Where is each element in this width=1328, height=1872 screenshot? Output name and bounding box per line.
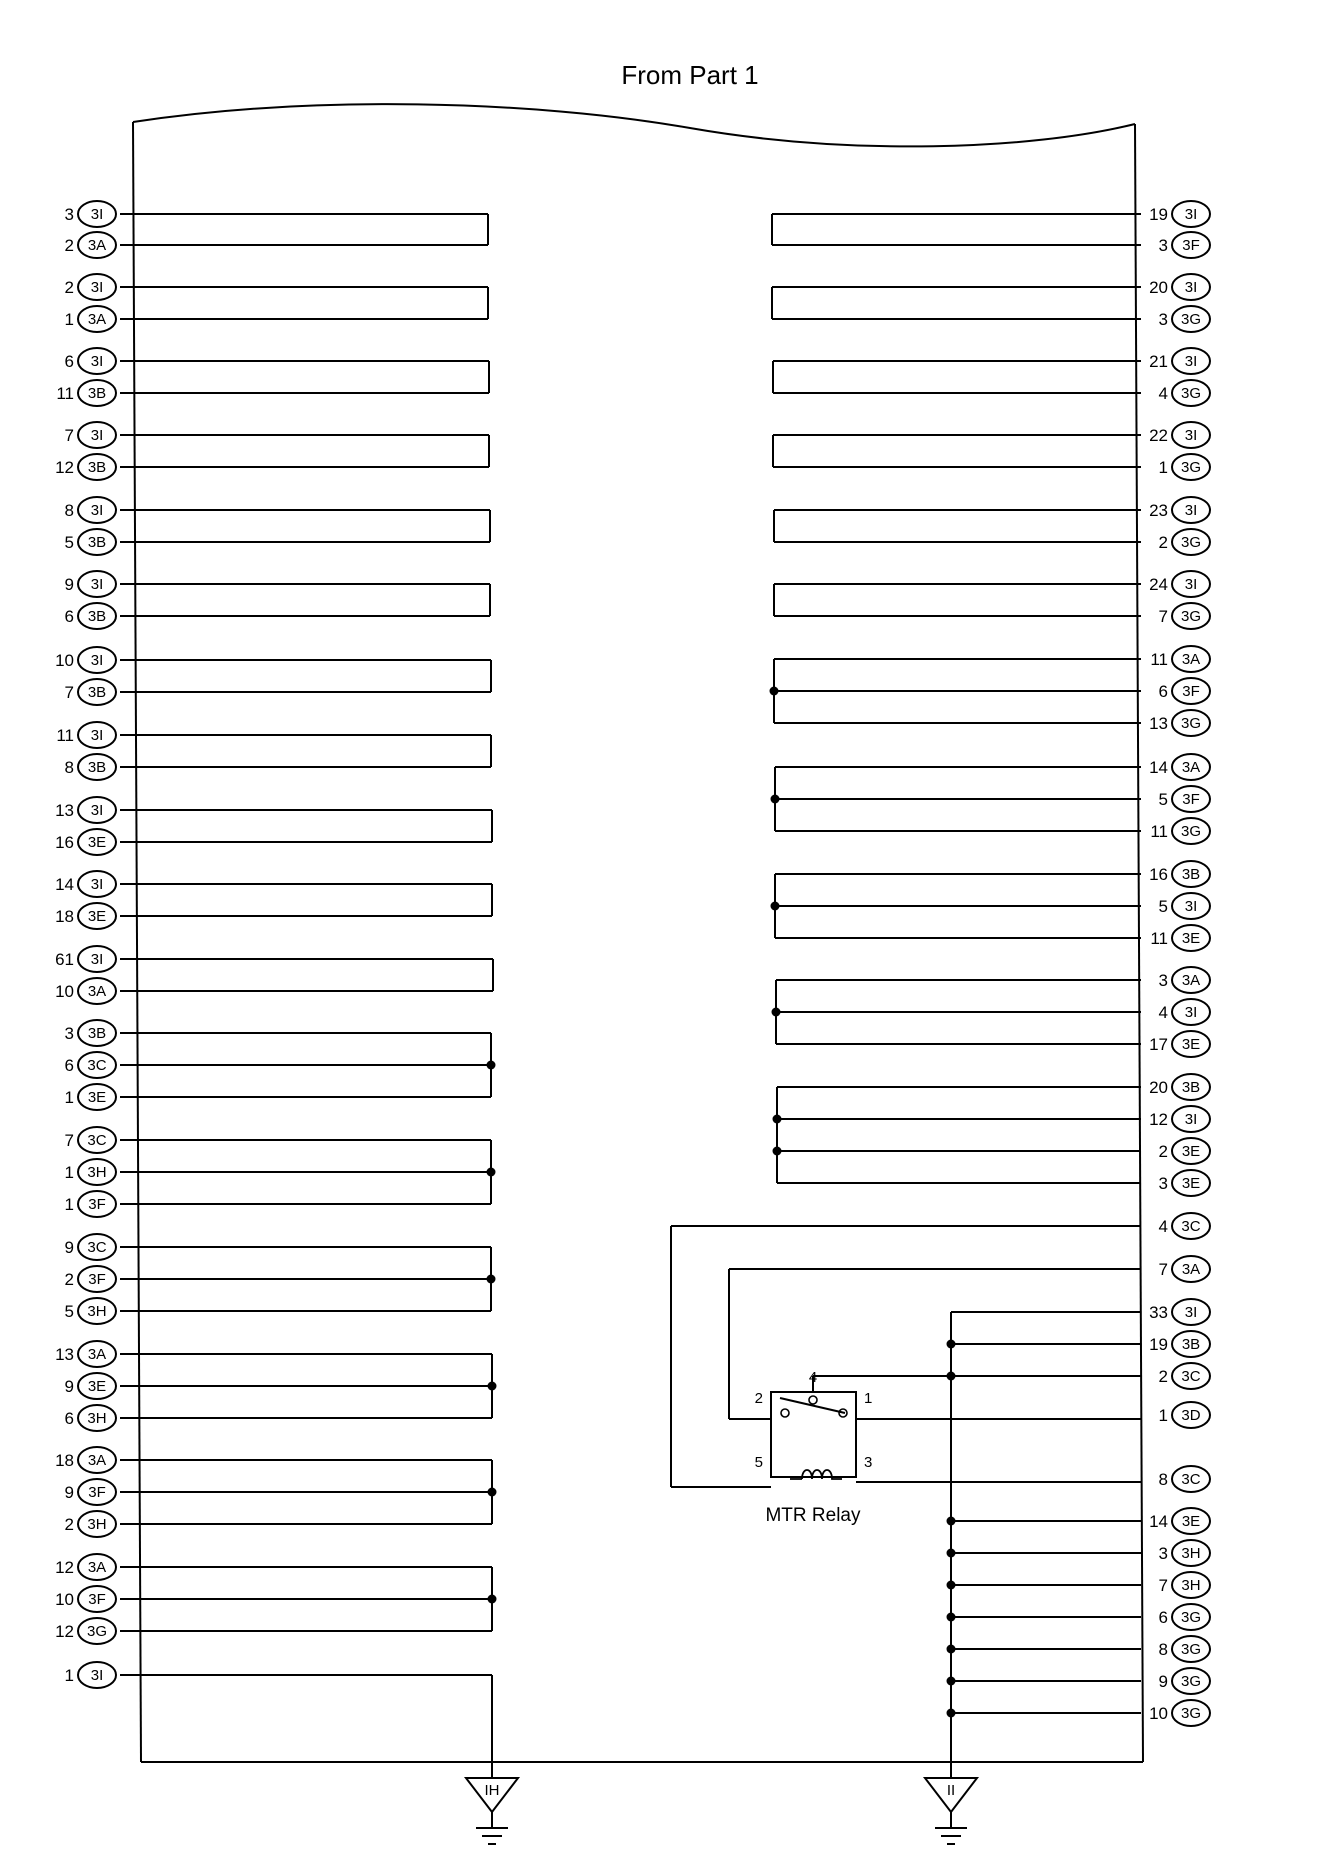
svg-text:3A: 3A xyxy=(1181,972,1201,989)
svg-text:3B: 3B xyxy=(87,1025,107,1042)
connector-pin xyxy=(1149,497,1210,523)
svg-text:3C: 3C xyxy=(1181,1218,1201,1235)
svg-text:3F: 3F xyxy=(88,1271,106,1288)
frame-left-edge xyxy=(133,122,141,1762)
svg-text:22: 22 xyxy=(1149,426,1168,445)
connector-pin xyxy=(65,1405,116,1431)
connector-pin xyxy=(65,1298,116,1324)
connector-pin xyxy=(65,422,116,448)
relay-contact-4 xyxy=(809,1396,817,1404)
svg-text:3A: 3A xyxy=(87,983,107,1000)
connector-pin xyxy=(55,797,116,823)
svg-text:3G: 3G xyxy=(1180,459,1202,476)
svg-text:3E: 3E xyxy=(1181,1143,1201,1160)
connector-pin xyxy=(1150,646,1210,672)
relay-terminal-3: 3 xyxy=(864,1454,873,1471)
connector-pin xyxy=(65,497,116,523)
wire-junction-dot xyxy=(947,1645,956,1654)
connector-pin xyxy=(1149,1331,1210,1357)
svg-text:1: 1 xyxy=(64,1163,74,1182)
wire-junction-dot xyxy=(487,1061,496,1070)
svg-text:3G: 3G xyxy=(1180,311,1202,328)
svg-text:10: 10 xyxy=(1149,1704,1168,1723)
svg-text:13: 13 xyxy=(55,1345,74,1364)
relay-terminal-4: 4 xyxy=(808,1369,818,1386)
svg-text:9: 9 xyxy=(64,1377,74,1396)
svg-text:12: 12 xyxy=(1149,1110,1168,1129)
svg-text:3A: 3A xyxy=(87,237,107,254)
svg-text:10: 10 xyxy=(55,982,74,1001)
wire-junction-dot xyxy=(487,1168,496,1177)
svg-text:3B: 3B xyxy=(87,385,107,402)
connector-pin xyxy=(1159,999,1210,1025)
svg-text:3F: 3F xyxy=(88,1484,106,1501)
connector-pin xyxy=(55,871,116,897)
svg-text:3B: 3B xyxy=(1181,866,1201,883)
svg-text:11: 11 xyxy=(1150,929,1168,948)
svg-text:14: 14 xyxy=(1149,1512,1168,1531)
svg-text:3A: 3A xyxy=(1181,651,1201,668)
connector-pin xyxy=(1159,893,1210,919)
svg-text:2: 2 xyxy=(1158,1367,1168,1386)
right-connector-labels xyxy=(1149,201,1210,1726)
svg-text:3A: 3A xyxy=(1181,1261,1201,1278)
ground-ii-label: II xyxy=(946,1782,956,1799)
svg-text:2: 2 xyxy=(1158,1142,1168,1161)
svg-text:3I: 3I xyxy=(90,652,104,669)
wire-junction-dot xyxy=(947,1613,956,1622)
svg-text:3C: 3C xyxy=(1181,1471,1201,1488)
relay-terminal-2: 2 xyxy=(754,1390,763,1407)
connector-pin xyxy=(1149,571,1210,597)
wire-junction-dot xyxy=(947,1581,956,1590)
connector-pin xyxy=(55,1341,116,1367)
svg-text:3B: 3B xyxy=(87,759,107,776)
svg-text:1: 1 xyxy=(1158,1406,1168,1425)
svg-text:3: 3 xyxy=(1158,1174,1168,1193)
svg-text:3: 3 xyxy=(1158,971,1168,990)
svg-text:2: 2 xyxy=(64,278,74,297)
svg-text:3I: 3I xyxy=(1184,1004,1198,1021)
svg-text:5: 5 xyxy=(1158,897,1168,916)
ground-ii-icon xyxy=(925,1760,977,1844)
svg-text:61: 61 xyxy=(55,950,74,969)
wire-junction-dot xyxy=(947,1709,956,1718)
svg-text:2: 2 xyxy=(64,1515,74,1534)
svg-text:3A: 3A xyxy=(1181,759,1201,776)
svg-text:3F: 3F xyxy=(1182,237,1200,254)
svg-text:7: 7 xyxy=(1158,1576,1168,1595)
svg-text:3G: 3G xyxy=(1180,608,1202,625)
connector-pin xyxy=(65,1479,116,1505)
connector-pin xyxy=(65,274,116,300)
svg-text:7: 7 xyxy=(64,683,74,702)
svg-text:3G: 3G xyxy=(1180,715,1202,732)
svg-text:9: 9 xyxy=(64,1483,74,1502)
connector-pin xyxy=(55,454,116,480)
svg-text:3E: 3E xyxy=(87,1378,107,1395)
svg-text:18: 18 xyxy=(55,1451,74,1470)
svg-text:3G: 3G xyxy=(1180,1609,1202,1626)
svg-text:33: 33 xyxy=(1149,1303,1168,1322)
svg-text:16: 16 xyxy=(55,833,74,852)
connector-pin xyxy=(1150,925,1210,951)
connector-pin xyxy=(1149,274,1210,300)
relay-terminal-5: 5 xyxy=(754,1454,763,1471)
svg-text:3H: 3H xyxy=(87,1303,107,1320)
svg-text:3H: 3H xyxy=(87,1410,107,1427)
svg-text:3I: 3I xyxy=(90,802,104,819)
wire-junction-dot xyxy=(488,1488,497,1497)
wire-junction-dot xyxy=(947,1677,956,1686)
connector-pin xyxy=(55,903,116,929)
svg-text:11: 11 xyxy=(56,726,74,745)
svg-text:19: 19 xyxy=(1149,1335,1168,1354)
connector-pin xyxy=(65,603,116,629)
svg-text:3A: 3A xyxy=(87,311,107,328)
connector-pin xyxy=(55,647,116,673)
mtr-relay xyxy=(755,1369,873,1526)
connector-pin xyxy=(1159,1138,1210,1164)
wire-junction-dot xyxy=(771,902,780,911)
svg-text:7: 7 xyxy=(64,1131,74,1150)
svg-text:9: 9 xyxy=(1158,1672,1168,1691)
svg-text:3E: 3E xyxy=(87,1089,107,1106)
svg-text:3F: 3F xyxy=(1182,683,1200,700)
svg-text:3: 3 xyxy=(1158,310,1168,329)
svg-text:8: 8 xyxy=(1158,1640,1168,1659)
svg-text:3A: 3A xyxy=(87,1346,107,1363)
svg-text:3I: 3I xyxy=(1184,206,1198,223)
svg-text:3H: 3H xyxy=(1181,1577,1201,1594)
wire-junction-dot xyxy=(772,1008,781,1017)
svg-text:3I: 3I xyxy=(1184,279,1198,296)
svg-text:3B: 3B xyxy=(87,534,107,551)
svg-text:3I: 3I xyxy=(1184,1304,1198,1321)
svg-text:3B: 3B xyxy=(87,684,107,701)
svg-text:6: 6 xyxy=(64,607,74,626)
svg-text:9: 9 xyxy=(64,575,74,594)
connector-pin xyxy=(65,1662,116,1688)
svg-text:5: 5 xyxy=(64,533,74,552)
connector-pin xyxy=(65,679,116,705)
connector-pin xyxy=(1149,1700,1210,1726)
svg-text:3I: 3I xyxy=(1184,898,1198,915)
svg-text:10: 10 xyxy=(55,1590,74,1609)
svg-text:12: 12 xyxy=(55,1558,74,1577)
svg-text:3: 3 xyxy=(64,1024,74,1043)
svg-text:4: 4 xyxy=(1158,384,1168,403)
connector-pin xyxy=(1159,1466,1210,1492)
svg-text:4: 4 xyxy=(1158,1003,1168,1022)
svg-text:11: 11 xyxy=(1150,822,1168,841)
svg-text:3I: 3I xyxy=(90,951,104,968)
connector-pin xyxy=(65,1084,116,1110)
svg-text:3E: 3E xyxy=(1181,1036,1201,1053)
connector-pin xyxy=(1159,454,1210,480)
svg-text:21: 21 xyxy=(1149,352,1168,371)
connector-pin xyxy=(1149,710,1210,736)
svg-text:3E: 3E xyxy=(87,908,107,925)
connector-pin xyxy=(55,1618,116,1644)
connector-pin xyxy=(1159,1363,1210,1389)
svg-text:3B: 3B xyxy=(1181,1079,1201,1096)
connector-pin xyxy=(1159,1636,1210,1662)
svg-text:3F: 3F xyxy=(88,1196,106,1213)
svg-text:3I: 3I xyxy=(90,1667,104,1684)
svg-text:3C: 3C xyxy=(87,1132,107,1149)
svg-text:3B: 3B xyxy=(87,608,107,625)
svg-text:3G: 3G xyxy=(1180,1673,1202,1690)
svg-text:3H: 3H xyxy=(87,1516,107,1533)
svg-text:7: 7 xyxy=(1158,1260,1168,1279)
connector-pin xyxy=(65,1234,116,1260)
connector-pin xyxy=(65,348,116,374)
svg-text:17: 17 xyxy=(1149,1035,1168,1054)
svg-text:3D: 3D xyxy=(1181,1407,1201,1424)
svg-text:9: 9 xyxy=(64,1238,74,1257)
svg-text:16: 16 xyxy=(1149,865,1168,884)
svg-text:3I: 3I xyxy=(90,206,104,223)
connector-pin xyxy=(55,829,116,855)
connector-pin xyxy=(1149,348,1210,374)
frame-right-edge xyxy=(1135,124,1143,1762)
svg-text:8: 8 xyxy=(64,758,74,777)
wire-junction-dot xyxy=(947,1517,956,1526)
connector-pin xyxy=(1159,1540,1210,1566)
connector-pin xyxy=(1149,201,1210,227)
svg-text:6: 6 xyxy=(64,1056,74,1075)
relay-label: MTR Relay xyxy=(765,1505,861,1526)
svg-text:12: 12 xyxy=(55,458,74,477)
svg-text:24: 24 xyxy=(1149,575,1168,594)
connector-pin xyxy=(1149,754,1210,780)
svg-text:3B: 3B xyxy=(1181,1336,1201,1353)
connector-pin xyxy=(65,201,116,227)
connector-pin xyxy=(65,306,116,332)
svg-text:3A: 3A xyxy=(87,1452,107,1469)
connector-pin xyxy=(55,1554,116,1580)
connector-pin xyxy=(55,946,116,972)
svg-text:3I: 3I xyxy=(90,576,104,593)
svg-text:11: 11 xyxy=(1150,650,1168,669)
connector-pin xyxy=(1150,818,1210,844)
svg-text:6: 6 xyxy=(64,352,74,371)
svg-text:3G: 3G xyxy=(1180,823,1202,840)
frame-top-wavy-edge xyxy=(133,104,1135,146)
connector-pin xyxy=(1159,1170,1210,1196)
svg-text:3E: 3E xyxy=(1181,1175,1201,1192)
svg-text:1: 1 xyxy=(64,1195,74,1214)
connector-pin xyxy=(1159,1213,1210,1239)
connector-pin xyxy=(65,232,116,258)
svg-text:20: 20 xyxy=(1149,1078,1168,1097)
svg-text:3I: 3I xyxy=(90,353,104,370)
connector-pin xyxy=(1159,380,1210,406)
svg-text:3G: 3G xyxy=(1180,385,1202,402)
svg-text:3F: 3F xyxy=(1182,791,1200,808)
connector-pin xyxy=(65,1266,116,1292)
svg-text:1: 1 xyxy=(64,1666,74,1685)
connector-pin xyxy=(55,1447,116,1473)
wire-junction-dot xyxy=(488,1382,497,1391)
connector-pin xyxy=(1159,786,1210,812)
svg-text:2: 2 xyxy=(64,1270,74,1289)
left-connector-labels xyxy=(55,201,116,1688)
svg-text:3G: 3G xyxy=(1180,1705,1202,1722)
connector-pin xyxy=(55,1586,116,1612)
svg-text:3I: 3I xyxy=(1184,353,1198,370)
svg-text:3E: 3E xyxy=(1181,1513,1201,1530)
svg-text:3: 3 xyxy=(1158,236,1168,255)
connector-pin xyxy=(1159,232,1210,258)
connector-pin xyxy=(55,978,116,1004)
svg-text:3G: 3G xyxy=(1180,534,1202,551)
ground-ih-label: IH xyxy=(484,1782,500,1799)
wire-junction-dot xyxy=(947,1549,956,1558)
svg-text:7: 7 xyxy=(64,426,74,445)
connector-pin xyxy=(65,1373,116,1399)
connector-pin xyxy=(65,1127,116,1153)
svg-text:3I: 3I xyxy=(90,279,104,296)
svg-text:13: 13 xyxy=(1149,714,1168,733)
connector-pin xyxy=(1159,1604,1210,1630)
connector-pin xyxy=(1149,861,1210,887)
svg-text:3A: 3A xyxy=(87,1559,107,1576)
svg-text:8: 8 xyxy=(1158,1470,1168,1489)
connector-pin xyxy=(65,571,116,597)
svg-text:6: 6 xyxy=(1158,682,1168,701)
svg-text:3C: 3C xyxy=(1181,1368,1201,1385)
svg-text:3E: 3E xyxy=(1181,930,1201,947)
svg-text:3G: 3G xyxy=(1180,1641,1202,1658)
svg-text:7: 7 xyxy=(1158,607,1168,626)
svg-text:23: 23 xyxy=(1149,501,1168,520)
connector-pin xyxy=(1159,603,1210,629)
svg-text:3C: 3C xyxy=(87,1057,107,1074)
svg-text:3H: 3H xyxy=(87,1164,107,1181)
connector-pin xyxy=(1159,1402,1210,1428)
connector-pin xyxy=(1159,306,1210,332)
wire-junction-dot xyxy=(771,795,780,804)
svg-text:1: 1 xyxy=(64,1088,74,1107)
svg-text:3I: 3I xyxy=(1184,576,1198,593)
connector-pin xyxy=(1149,1508,1210,1534)
svg-text:12: 12 xyxy=(55,1622,74,1641)
connector-pin xyxy=(65,1191,116,1217)
junction-layer xyxy=(487,687,956,1718)
svg-text:19: 19 xyxy=(1149,205,1168,224)
svg-text:14: 14 xyxy=(1149,758,1168,777)
svg-text:3I: 3I xyxy=(90,876,104,893)
svg-text:3I: 3I xyxy=(90,427,104,444)
svg-text:20: 20 xyxy=(1149,278,1168,297)
svg-text:3I: 3I xyxy=(1184,1111,1198,1128)
connector-pin xyxy=(1159,967,1210,993)
svg-text:3E: 3E xyxy=(87,834,107,851)
svg-text:11: 11 xyxy=(56,384,74,403)
svg-text:6: 6 xyxy=(1158,1608,1168,1627)
connector-pin xyxy=(65,754,116,780)
wire-layer xyxy=(120,214,1141,1762)
svg-text:14: 14 xyxy=(55,875,74,894)
svg-text:13: 13 xyxy=(55,801,74,820)
svg-text:18: 18 xyxy=(55,907,74,926)
svg-text:5: 5 xyxy=(64,1302,74,1321)
relay-terminal-1: 1 xyxy=(864,1390,873,1407)
svg-text:1: 1 xyxy=(1158,458,1168,477)
connector-pin xyxy=(1159,1572,1210,1598)
connector-pin xyxy=(56,380,116,406)
svg-text:3I: 3I xyxy=(90,502,104,519)
connector-pin xyxy=(1149,1299,1210,1325)
wire-junction-dot xyxy=(488,1595,497,1604)
wire-junction-dot xyxy=(947,1340,956,1349)
svg-text:3G: 3G xyxy=(86,1623,108,1640)
svg-text:3I: 3I xyxy=(1184,427,1198,444)
connector-pin xyxy=(1149,422,1210,448)
connector-pin xyxy=(1159,1668,1210,1694)
svg-text:3: 3 xyxy=(1158,1544,1168,1563)
svg-text:3I: 3I xyxy=(1184,502,1198,519)
svg-text:2: 2 xyxy=(1158,533,1168,552)
wire-junction-dot xyxy=(773,1147,782,1156)
wire-junction-dot xyxy=(770,687,779,696)
svg-text:3C: 3C xyxy=(87,1239,107,1256)
svg-text:4: 4 xyxy=(1158,1217,1168,1236)
connector-pin xyxy=(1159,678,1210,704)
svg-text:2: 2 xyxy=(64,236,74,255)
diagram-title: From Part 1 xyxy=(621,60,759,90)
wire-junction-dot xyxy=(487,1275,496,1284)
connector-pin xyxy=(65,1159,116,1185)
connector-pin xyxy=(65,1052,116,1078)
relay-contact-2 xyxy=(781,1409,789,1417)
ground-ih-icon xyxy=(466,1675,518,1844)
connector-pin xyxy=(1149,1106,1210,1132)
svg-text:5: 5 xyxy=(1158,790,1168,809)
connector-pin xyxy=(65,529,116,555)
svg-text:8: 8 xyxy=(64,501,74,520)
svg-text:3F: 3F xyxy=(88,1591,106,1608)
wire-junction-dot xyxy=(773,1115,782,1124)
connector-pin xyxy=(65,1511,116,1537)
svg-text:3H: 3H xyxy=(1181,1545,1201,1562)
svg-text:3I: 3I xyxy=(90,727,104,744)
wire-junction-dot xyxy=(947,1372,956,1381)
connector-pin xyxy=(1149,1031,1210,1057)
svg-text:3B: 3B xyxy=(87,459,107,476)
svg-text:10: 10 xyxy=(55,651,74,670)
connector-pin xyxy=(1159,1256,1210,1282)
connector-pin xyxy=(56,722,116,748)
svg-text:1: 1 xyxy=(64,310,74,329)
svg-text:6: 6 xyxy=(64,1409,74,1428)
connector-pin xyxy=(65,1020,116,1046)
svg-text:3: 3 xyxy=(64,205,74,224)
connector-pin xyxy=(1159,529,1210,555)
connector-pin xyxy=(1149,1074,1210,1100)
